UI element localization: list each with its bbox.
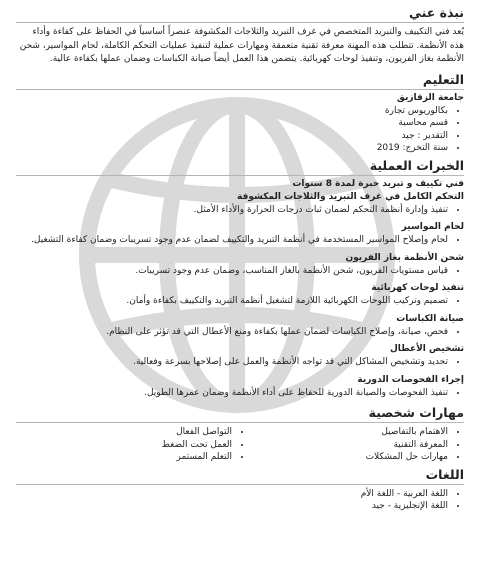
skill-item: • التواصل الفعال bbox=[32, 426, 232, 439]
skills-heading: مهارات شخصية bbox=[16, 405, 464, 423]
experience-heading: الخبرات العملية bbox=[16, 158, 464, 176]
education-item: • بكالوريوس تجارة bbox=[16, 105, 448, 118]
skill-item: • المعرفة التقنية bbox=[248, 439, 448, 452]
skill-item: • الاهتمام بالتفاصيل bbox=[248, 426, 448, 439]
experience-list bbox=[16, 204, 464, 217]
job-title: فني تكييف و تبريد خبرة لمدة 8 سنوات bbox=[292, 178, 464, 189]
institution-name: جامعة الزقازيق bbox=[396, 92, 464, 103]
language-item: • اللغة العربية - اللغة الأم bbox=[16, 488, 448, 501]
experience-item: • تنفيذ وإدارة أنظمة التحكم لضمان ثبات درجات الحرارة والأداء الأمثل. bbox=[16, 204, 448, 217]
skills-list bbox=[32, 426, 248, 464]
languages-section bbox=[16, 467, 464, 513]
education-list bbox=[16, 105, 464, 155]
skill-item: • العمل تحت الضغط bbox=[32, 439, 232, 452]
about-heading: نبذة عني bbox=[16, 5, 464, 23]
experience-group-title: صيانة الكباسات bbox=[396, 313, 464, 324]
experience-item: • قياس مستويات الفريون، شحن الأنظمة بالغاز المناسب، وضمان عدم وجود تسريبات. bbox=[16, 265, 448, 278]
experience-item: • تصميم وتركيب اللوحات الكهربائية اللازمة لتشغيل أنظمة التبريد والتكييف بكفاءة وأمان. bbox=[16, 295, 448, 308]
about-section bbox=[16, 5, 464, 67]
experience-item: • فحص، صيانة، وإصلاح الكباسات لضمان عملها بكفاءة ومنع الأعطال التي قد تؤثر على النظام. bbox=[16, 326, 448, 339]
experience-group-title: لحام المواسير bbox=[401, 222, 464, 232]
education-section bbox=[16, 72, 464, 155]
experience-group-title: تنفيذ لوحات كهربائية bbox=[371, 283, 464, 293]
skills-list bbox=[248, 426, 464, 464]
experience-list bbox=[16, 265, 464, 278]
experience-section bbox=[16, 158, 464, 400]
experience-list bbox=[16, 326, 464, 339]
experience-group-title: شحن الأنظمة بغاز الفريون bbox=[345, 252, 464, 263]
experience-item: • تنفيذ الفحوصات والصيانة الدورية للحفاظ على أداء الأنظمة وضمان عمرها الطويل. bbox=[16, 387, 448, 400]
experience-item: • لحام وإصلاح المواسير المستخدمة في أنظمة التبريد والتكييف لضمان عدم وجود تسريبات وضمان كفاءة التشغيل. bbox=[16, 234, 448, 247]
experience-group-title: التحكم الكامل في غرف التبريد والثلاجات المكشوفة bbox=[237, 191, 464, 202]
experience-list bbox=[16, 387, 464, 400]
skill-item: • مهارات حل المشكلات bbox=[248, 451, 448, 464]
education-item: • سنة التخرج: 2019 bbox=[16, 142, 448, 155]
experience-list bbox=[16, 234, 464, 247]
experience-group-title: إجراء الفحوصات الدورية bbox=[357, 374, 464, 385]
education-item: • قسم محاسبة bbox=[16, 117, 448, 130]
languages-list bbox=[16, 488, 464, 513]
experience-group-title: تشخيص الأعطال bbox=[390, 344, 464, 354]
language-item: • اللغة الإنجليزية - جيد bbox=[16, 500, 448, 513]
skill-item: • التعلم المستمر bbox=[32, 451, 232, 464]
experience-list bbox=[16, 356, 464, 369]
experience-item: • تحديد وتشخيص المشاكل التي قد تواجه الأنظمة والعمل على إصلاحها بسرعة وفعالية. bbox=[16, 356, 448, 369]
about-text: يُعد فني التكييف والتبريد المتخصص في غرف التبريد والثلاجات المكشوفة عنصراً أساسياً في الحفاظ على كفاءة وأداء هذه الأنظمة. تتطلب هذه المهنة معرفة تقنية متعمقة ومهارات عملية لتنفيذ عمليات التحكم الكاملة، لحام المواسير، شحن الأنظمة بغاز الفريون، وتنفيذ لوحات كهربائية. يتضمن هذا العمل أيضاً صيانة الكباسات وضمان عملها بكفاءة عالية. bbox=[19, 27, 464, 64]
skills-columns bbox=[16, 426, 464, 464]
skills-section bbox=[16, 405, 464, 464]
languages-heading: اللغات bbox=[16, 467, 464, 485]
experience-list bbox=[16, 295, 464, 308]
education-heading: التعليم bbox=[16, 72, 464, 90]
education-item: • التقدير : جيد bbox=[16, 130, 448, 143]
